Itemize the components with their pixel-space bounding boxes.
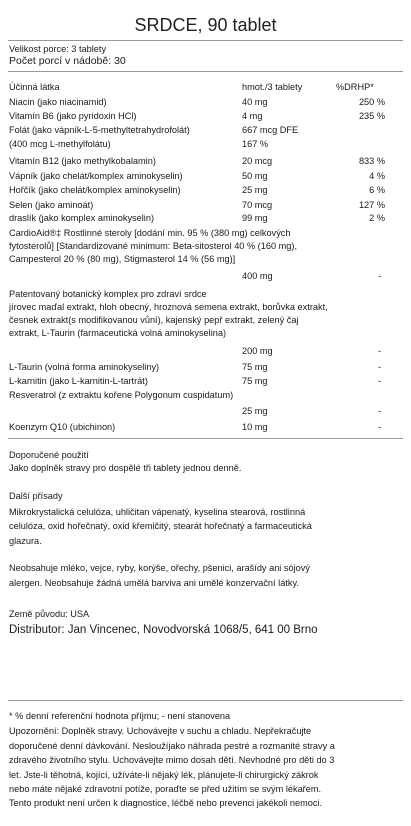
other-line: Mikrokrystalická celulóza, uhličitan vápenatý, kyselina stearová, rostlinná	[9, 507, 306, 517]
allergen-line: alergen. Neobsahuje žádná umělá barviva ani umělé konzervační látky.	[9, 578, 299, 588]
warning-line: nebo máte nějaké zdravotní potíže, poraďte se před užitím se svým lékařem.	[9, 784, 322, 794]
complex-amount: 200 mg	[242, 346, 273, 356]
ingredient-amount: 75 mg	[242, 362, 268, 372]
ingredient-amount: 25 mg	[242, 185, 268, 195]
footnote: * % denní referenční hodnota příjmu; - není stanovena	[9, 711, 231, 721]
ingredient-name: Vitamín B6 (jako pyridoxin HCl)	[9, 111, 137, 121]
header-ingredient: Účinná látka	[9, 82, 60, 92]
resveratrol-amount: 25 mg	[242, 406, 268, 416]
ingredient-name: (400 mcg L-methylfolátu)	[9, 139, 111, 149]
ingredient-name: draslík (jako komplex aminokyselin)	[9, 213, 155, 223]
ingredient-drhp: 6 %	[369, 185, 385, 195]
ingredient-amount: 667 mcg DFE	[242, 125, 299, 135]
warning-line: Upozornění: Doplněk stravy. Uchovávejte v suchu a chladu. Nepřekračujte	[9, 726, 312, 736]
ingredient-name: Selen (jako aminoát)	[9, 200, 94, 210]
warning-line: Tento produkt není určen k diagnostice, léčbě nebo prevenci jakékoli nemoci.	[9, 798, 323, 808]
complex-line: extrakt, L-Taurin (farmaceutická volná aminokyselina)	[9, 328, 227, 338]
serving-size: Velikost porce: 3 tablety	[9, 44, 107, 54]
cardioaid-line: Campesterol 20 % (80 mg), Stigmasterol 14 % (56 mg)]	[9, 254, 236, 264]
complex-line: česnek extrakt(s modifikovanou vůní), kajenský pepř extrakt, zelený čaj	[9, 315, 299, 325]
ingredient-amount: 75 mg	[242, 376, 268, 386]
servings-per-container: Počet porcí v nádobě: 30	[9, 55, 126, 67]
product-title: SRDCE, 90 tablet	[134, 15, 277, 35]
ingredient-drhp: -	[378, 422, 382, 432]
warning-line: zdravého životního stylu. Uchovávejte mimo dosah dětí. Nevhodné pro děti do 3	[9, 755, 335, 765]
ingredient-name: Vápník (jako chelát/komplex aminokyselin)	[9, 171, 183, 181]
ingredient-amount: 99 mg	[242, 213, 268, 223]
cardioaid-line: fytosterolů] [Standardizované minimum: Beta-sitosterol 40 % (160 mg),	[9, 241, 298, 251]
cardioaid-amount: 400 mg	[242, 271, 273, 281]
ingredient-drhp: -	[378, 362, 382, 372]
ingredient-name: Koenzym Q10 (ubichinon)	[9, 422, 116, 432]
allergen-line: Neobsahuje mléko, vejce, ryby, korýše, ořechy, pšenici, arašídy ani sójový	[9, 563, 310, 573]
ingredient-drhp: 235 %	[358, 111, 385, 121]
header-drhp: %DRHP*	[336, 82, 374, 92]
ingredient-name: Hořčík (jako chelát/komplex aminokyselin)	[9, 185, 181, 195]
ingredient-name: Niacin (jako niacinamid)	[9, 97, 107, 107]
usage-heading: Doporučené použití	[9, 450, 89, 460]
other-line: celulóza, oxid hořečnatý, oxid křemičitý, stearát hořečnatý a farmaceutická	[9, 521, 312, 531]
ingredient-drhp: 833 %	[358, 156, 385, 166]
divider	[8, 71, 403, 72]
ingredient-drhp: 4 %	[369, 171, 385, 181]
divider	[8, 438, 403, 439]
divider	[8, 700, 403, 701]
other-line: glazura.	[9, 536, 42, 546]
other-heading: Další přísady	[9, 491, 63, 501]
warning-line: let. Jste-li těhotná, kojící, užíváte-li nějaký lék, plánujete-li chirurgický zákrok	[9, 770, 319, 780]
ingredient-amount: 70 mcg	[242, 200, 273, 210]
ingredient-amount: 167 %	[242, 139, 269, 149]
resveratrol-line: Resveratrol (z extraktu kořene Polygonum cuspidatum)	[9, 390, 234, 400]
ingredient-drhp: 250 %	[358, 97, 385, 107]
ingredient-name: L-Taurin (volná forma aminokyseliny)	[9, 362, 160, 372]
ingredient-name: L-karnitin (jako L-karnitin-L-tartrát)	[9, 376, 148, 386]
cardioaid-drhp: -	[378, 271, 382, 281]
ingredient-name: Folát (jako vápník-L-5-methyltetrahydrofolát)	[9, 125, 190, 135]
ingredient-amount: 4 mg	[242, 111, 263, 121]
complex-line: jírovec maďal extrakt, hloh obecný, hroznová semena extrakt, borůvka extrakt,	[9, 302, 328, 312]
ingredient-amount: 20 mcg	[242, 156, 273, 166]
resveratrol-drhp: -	[378, 406, 382, 416]
distributor: Distributor: Jan Vincenec, Novodvorská 1068/5, 641 00 Brno	[9, 624, 318, 636]
complex-line: Patentovaný botanický komplex pro zdraví srdce	[9, 289, 207, 299]
ingredient-amount: 10 mg	[242, 422, 268, 432]
cardioaid-line: CardioAid®‡ Rostlinné steroly [dodání min. 95 % (380 mg) celkových	[9, 228, 291, 238]
ingredient-drhp: 2 %	[369, 213, 385, 223]
ingredient-amount: 50 mg	[242, 171, 268, 181]
country-of-origin: Země původu: USA	[9, 609, 90, 619]
ingredient-drhp: 127 %	[358, 200, 385, 210]
warning-line: doporučené denní dávkování. Nesloužíjako náhrada pestré a rozmanité stravy a	[9, 741, 335, 751]
ingredient-amount: 40 mg	[242, 97, 268, 107]
usage-text: Jako doplněk stravy pro dospělé tři tablety jednou denně.	[9, 463, 242, 473]
divider	[8, 40, 403, 41]
ingredient-name: Vitamín B12 (jako methylkobalamin)	[9, 156, 156, 166]
ingredient-drhp: -	[378, 376, 382, 386]
header-amount: hmot./3 tablety	[242, 82, 303, 92]
complex-drhp: -	[378, 346, 382, 356]
